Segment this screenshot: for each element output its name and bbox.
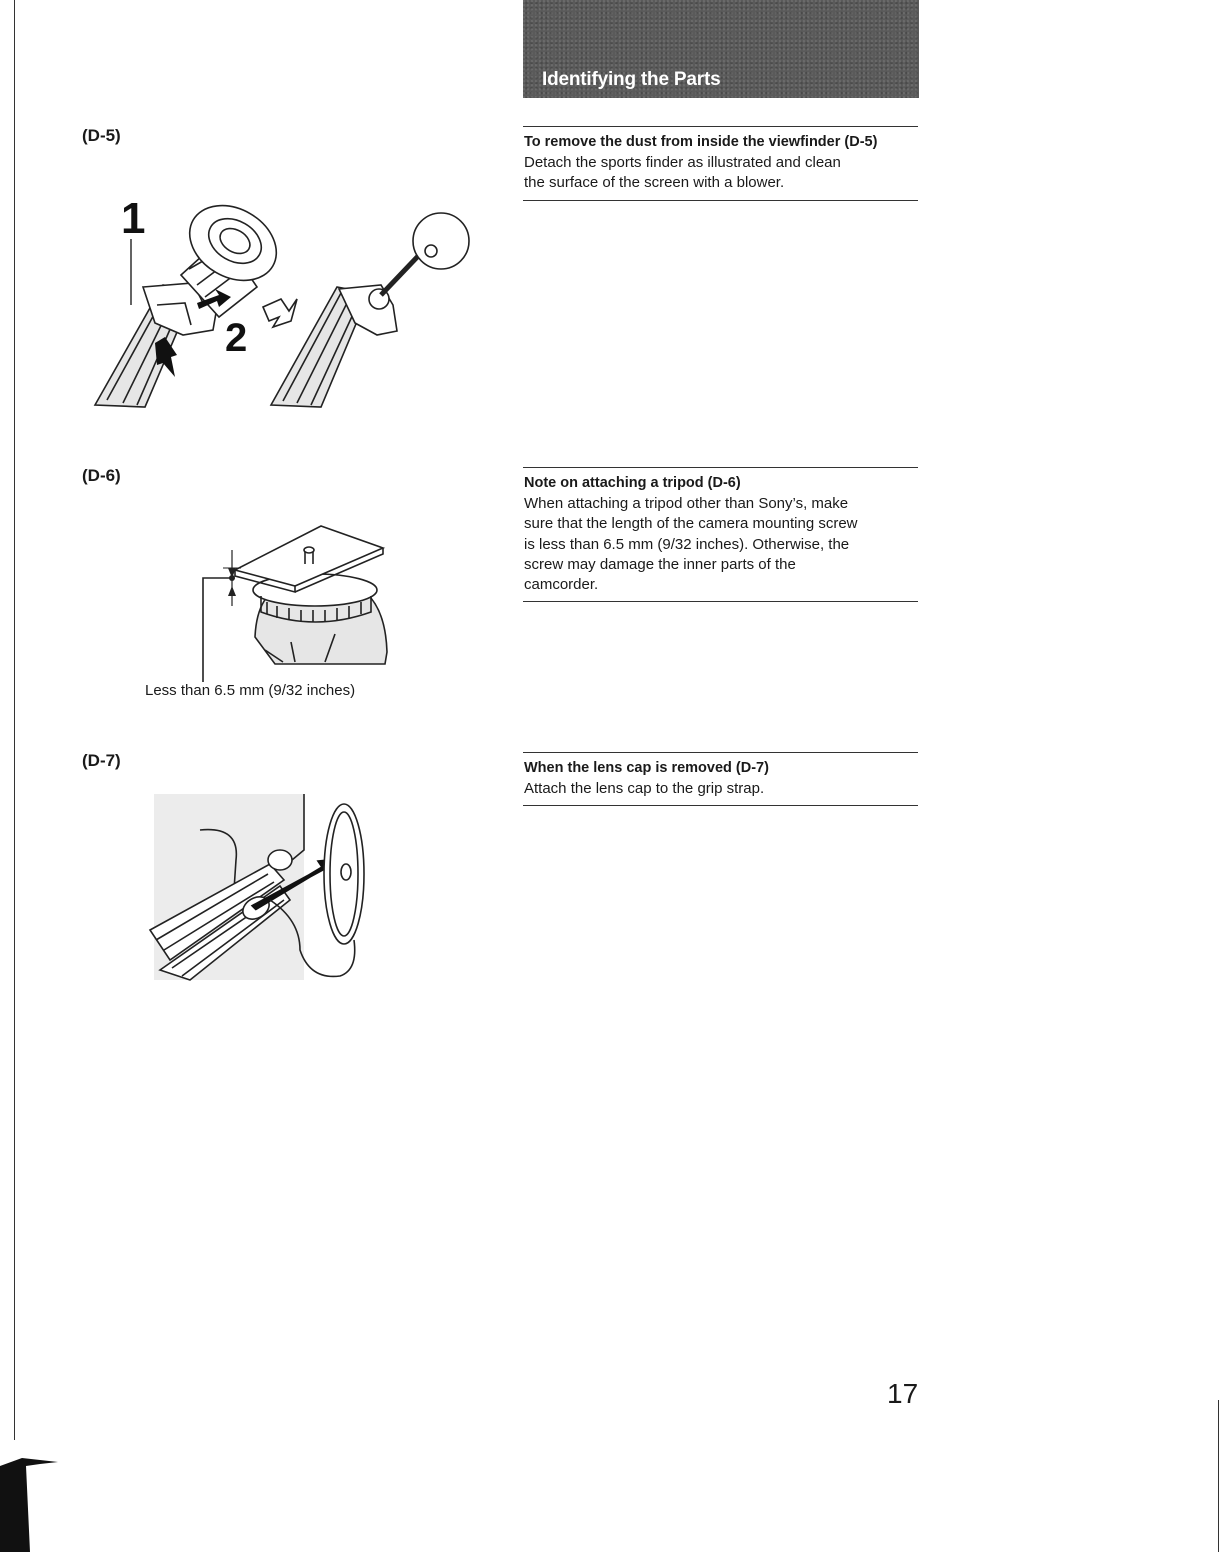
- section-rule: [523, 805, 918, 806]
- figure-label-d5: (D-5): [82, 126, 121, 145]
- step-number-1: 1: [121, 194, 146, 243]
- lens-cap-strap-illustration: [150, 790, 390, 990]
- section-header-title: Identifying the Parts: [542, 69, 721, 90]
- section-rule: [523, 467, 918, 468]
- tripod-mount-illustration: [195, 522, 395, 682]
- tripod-screw-caption: Less than 6.5 mm (9/32 inches): [145, 682, 356, 699]
- page-edge-line: [1218, 1400, 1219, 1552]
- page-number: 17: [887, 1378, 919, 1409]
- viewfinder-dust-heading: To remove the dust from inside the viewfinder (D-5): [524, 134, 878, 150]
- page-edge-line: [14, 0, 15, 1440]
- binding-shadow: [0, 1452, 36, 1552]
- tripod-note-body: When attaching a tripod other than Sony’s, make sure that the length of the camera mounting screw is less than 6.5 mm (9/32 inches). Otherwise, the screw may damage the inner parts of the camcorder.: [524, 495, 858, 594]
- step-number-2: 2: [225, 316, 248, 360]
- tripod-note-heading: Note on attaching a tripod (D-6): [524, 475, 741, 491]
- viewfinder-dust-body: Detach the sports finder as illustrated and clean the surface of the screen with a blower.: [524, 154, 841, 192]
- section-rule: [523, 601, 918, 602]
- section-rule: [523, 126, 918, 127]
- figure-label-d6: (D-6): [82, 466, 121, 485]
- figure-label-d7: (D-7): [82, 751, 121, 770]
- viewfinder-removal-illustration: [85, 195, 485, 410]
- section-rule: [523, 200, 918, 201]
- section-rule: [523, 752, 918, 753]
- lens-cap-heading: When the lens cap is removed (D-7): [524, 760, 769, 776]
- lens-cap-body: Attach the lens cap to the grip strap.: [524, 780, 765, 797]
